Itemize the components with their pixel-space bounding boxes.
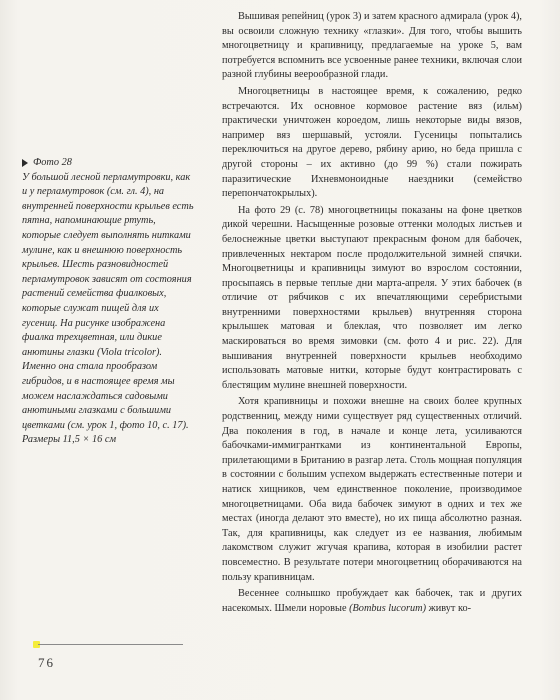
paragraph: Многоцветницы в настоящее время, к сожалению, редко встречаются. Их основное кормовое растение вяз (ильм) практически уничтожен короедом, лишь некоторые виды вязов, например вяз шершавый, устояли. Гусеницы попытались переключиться на другое дерево, рябину арию, но беда пришла с другой стороны – их активно (до 99 %) стали пожирать паразитические Ихневмоноидные наездники (семейство перепончатокрылых). [222,85,522,200]
paragraph-last-start: Весеннее солнышко пробуждает как бабочек, так и других насекомых. Шмели норовые [222,588,522,614]
caption-title: Фото 28 [33,157,72,168]
caption-body: У большой лесной перламутровки, как и у перламутровок (см. гл. 4), на внутренней поверхности крыльев есть пятна, напоминающие ртуть, которые следует выполнять нитками мулине, как и внешнюю поверхность крыльев. Шесть разновидностей перламутровок зависят от состояния растений семейства фиалковых, которые служат пищей для их гусениц. На рисунке изображена фиалка трехцветная, или дикие анютины глазки (Viola tricolor). Именно она стала прообразом гибридов, и в настоящее время мы можем наслаждаться садовыми анютиными глазками с большими цветками (см. урок 1, фото 10, с. 17). [22,171,194,431]
caption-size: Размеры 11,5 × 16 см [22,434,117,446]
caption-heading [22,156,194,171]
latin-name: (Bombus lucorum) [349,602,427,614]
page-number: 76 [38,655,55,670]
footer-divider [38,644,183,645]
main-text-column [222,10,522,618]
paragraph: Хотя крапивницы и похожи внешне на своих более крупных родственниц, между ними существует ряд существенных отличий. Два поколения в год, в начале и конце лета, усиливаются бабочками-иммигрантками из континентальной Европы, прилетающими в Британию в разгар лета. Столь мощная популяция в состоянии с большим успехом выдержать естественные потери и натиск хищников, чем единственное поколение, производимое многоцветницами. Оба вида бабочек зимуют в одних и тех же местах (иногда делают это вместе), но их пища абсолютно разная. Так, для крапивницы, как следует из ее названия, любимым лакомством служит жгучая крапива, которая в изобилии растет повсеместно. В результате потери многоцветниц оборачиваются на пользу крапивницам. [222,396,522,583]
triangle-marker-icon [22,159,28,167]
paragraph-last [222,587,522,616]
photo-caption [22,156,194,448]
paragraph: На фото 29 (с. 78) многоцветницы показаны на фоне цветков дикой черешни. Насыщенные розовые оттенки молодых листьев и белоснежные цветки выступают прекрасным фоном для бабочек, привлеченных нектаром после продолжительной зимней спячки. Многоцветницы и крапивницы зимуют во взрослом состоянии, просыпаясь в первые теплые дни марта-апреля. У этих бабочек (в отличие от рябчиков с их впечатляющими серебристыми внутренними поверхностями крыльев) внутренняя сторона крылышек матовая и блеклая, что позволяет им легко маскироваться во время зимовки (см. фото 4 и рис. 22). Для вышивания внутренней поверхности крыльев необходимо использовать матовые нитки, которые будут контрастировать с блестящим мулине внешней поверхности. [222,204,522,391]
paragraph-last-end: живут ко- [426,602,472,614]
paragraph: Вышивая репейниц (урок 3) и затем красного адмирала (урок 4), вы освоили сложную технику «глазки». Для того, чтобы вышить многоцветницу и крапивницу, предлагаемые на уроке 5, вам потребуется вспомнить все усвоенные ранее техники, включая слои разной глубины веерообразной глади. [222,11,522,81]
